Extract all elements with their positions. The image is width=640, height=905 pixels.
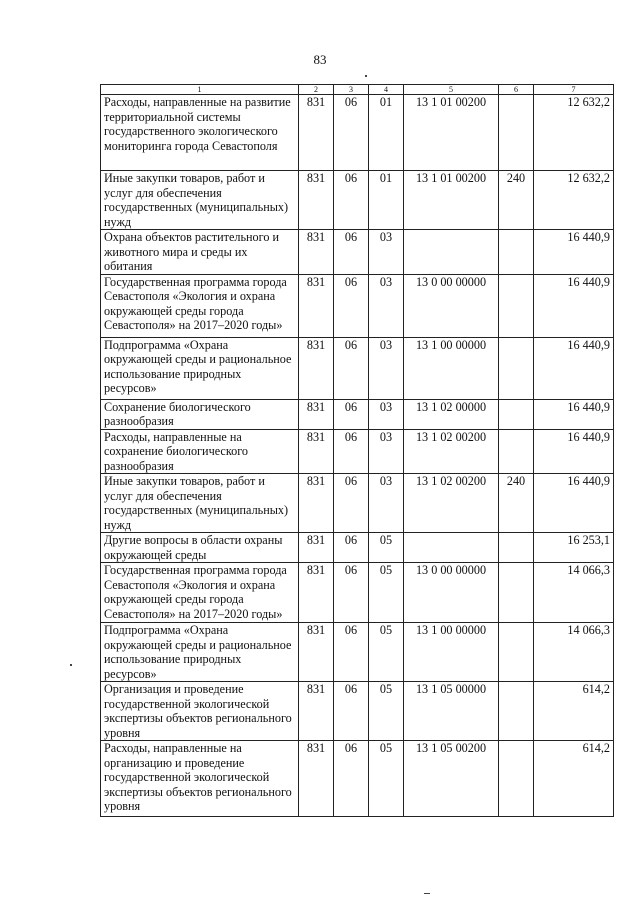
table-cell-vr (499, 533, 534, 563)
table-cell-sum: 14 066,3 (534, 563, 614, 623)
table-cell-vr: 240 (499, 171, 534, 230)
table-cell-grbs: 831 (299, 623, 334, 682)
table-cell-vr (499, 429, 534, 474)
table-cell-grbs: 831 (299, 274, 334, 337)
table-cell-section: 06 (334, 95, 369, 171)
table-cell-section: 06 (334, 682, 369, 741)
column-number: 2 (299, 85, 334, 95)
table-cell-subsection: 03 (369, 337, 404, 399)
table-row (101, 741, 614, 817)
table-cell-section: 06 (334, 474, 369, 533)
table-row (101, 274, 614, 337)
table-cell-section: 06 (334, 533, 369, 563)
table-cell-section: 06 (334, 230, 369, 275)
table-cell-grbs: 831 (299, 682, 334, 741)
table-row (101, 533, 614, 563)
table-cell-subsection: 05 (369, 533, 404, 563)
table-row-name: Расходы, направленные на сохранение биологического разнообразия (101, 429, 299, 474)
column-number-row (101, 85, 614, 95)
table-cell-subsection: 05 (369, 741, 404, 817)
table-row (101, 623, 614, 682)
table-cell-target: 13 1 00 00000 (404, 337, 499, 399)
table-row-name: Иные закупки товаров, работ и услуг для обеспечения государственных (муниципальных) нужд (101, 474, 299, 533)
table-cell-vr (499, 563, 534, 623)
column-number: 7 (534, 85, 614, 95)
table-cell-grbs: 831 (299, 399, 334, 429)
table-cell-target: 13 1 02 00000 (404, 399, 499, 429)
table-cell-section: 06 (334, 741, 369, 817)
table-cell-sum: 16 440,9 (534, 399, 614, 429)
table-cell-subsection: 03 (369, 474, 404, 533)
table-row-name: Подпрограмма «Охрана окружающей среды и рациональное использование природных ресурсов» (101, 337, 299, 399)
table-row (101, 399, 614, 429)
table-row (101, 230, 614, 275)
table-cell-section: 06 (334, 429, 369, 474)
column-number: 4 (369, 85, 404, 95)
table-cell-grbs: 831 (299, 230, 334, 275)
table-cell-grbs: 831 (299, 741, 334, 817)
table-cell-target: 13 1 02 00200 (404, 474, 499, 533)
table-cell-grbs: 831 (299, 474, 334, 533)
table-cell-section: 06 (334, 623, 369, 682)
table-cell-sum: 16 440,9 (534, 429, 614, 474)
table-cell-subsection: 03 (369, 230, 404, 275)
table-cell-target: 13 0 00 00000 (404, 563, 499, 623)
table-cell-subsection: 05 (369, 682, 404, 741)
table-cell-target: 13 0 00 00000 (404, 274, 499, 337)
table-cell-vr (499, 623, 534, 682)
table-cell-target (404, 533, 499, 563)
table-row (101, 563, 614, 623)
table-row (101, 682, 614, 741)
table-cell-sum: 16 440,9 (534, 274, 614, 337)
table-cell-section: 06 (334, 563, 369, 623)
table-row-name: Иные закупки товаров, работ и услуг для обеспечения государственных (муниципальных) нужд (101, 171, 299, 230)
table-cell-target: 13 1 01 00200 (404, 95, 499, 171)
table-cell-subsection: 03 (369, 399, 404, 429)
table-cell-vr (499, 399, 534, 429)
table-cell-section: 06 (334, 399, 369, 429)
table-cell-target (404, 230, 499, 275)
table-cell-subsection: 03 (369, 429, 404, 474)
column-number: 6 (499, 85, 534, 95)
table-row (101, 429, 614, 474)
table-cell-grbs: 831 (299, 95, 334, 171)
table-cell-target: 13 1 05 00200 (404, 741, 499, 817)
table-cell-sum: 614,2 (534, 682, 614, 741)
table-row-name: Государственная программа города Севастополя «Экология и охрана окружающей среды города Севастополя» на 2017–2020 годы» (101, 563, 299, 623)
table-cell-target: 13 1 01 00200 (404, 171, 499, 230)
page-number: 83 (313, 52, 327, 67)
table-cell-subsection: 03 (369, 274, 404, 337)
table-row-name: Расходы, направленные на организацию и проведение государственной экологической экспертизы объектов регионального уровня (101, 741, 299, 817)
table-cell-sum: 14 066,3 (534, 623, 614, 682)
scan-mark (70, 664, 72, 666)
table-cell-vr: 240 (499, 474, 534, 533)
table-cell-section: 06 (334, 171, 369, 230)
table-cell-target: 13 1 05 00000 (404, 682, 499, 741)
table-cell-section: 06 (334, 337, 369, 399)
table-cell-target: 13 1 00 00000 (404, 623, 499, 682)
table-row (101, 95, 614, 171)
table-cell-sum: 12 632,2 (534, 171, 614, 230)
table-cell-subsection: 01 (369, 95, 404, 171)
table-cell-sum: 16 440,9 (534, 230, 614, 275)
scan-mark (424, 893, 430, 894)
table-cell-vr (499, 95, 534, 171)
table-cell-grbs: 831 (299, 337, 334, 399)
column-number: 3 (334, 85, 369, 95)
table-cell-subsection: 05 (369, 563, 404, 623)
table-cell-sum: 16 440,9 (534, 474, 614, 533)
budget-table (100, 84, 614, 817)
table-row-name: Сохранение биологического разнообразия (101, 399, 299, 429)
table-cell-sum: 16 440,9 (534, 337, 614, 399)
table-cell-sum: 16 253,1 (534, 533, 614, 563)
table-cell-grbs: 831 (299, 533, 334, 563)
table-row-name: Государственная программа города Севастополя «Экология и охрана окружающей среды города Севастополя» на 2017–2020 годы» (101, 274, 299, 337)
table-cell-subsection: 05 (369, 623, 404, 682)
table-row (101, 474, 614, 533)
table-row-name: Расходы, направленные на развитие территориальной системы государственного экологического мониторинга города Севастополя (101, 95, 299, 171)
scan-mark (365, 75, 367, 77)
table-row-name: Подпрограмма «Охрана окружающей среды и рациональное использование природных ресурсов» (101, 623, 299, 682)
table-row (101, 337, 614, 399)
table-cell-section: 06 (334, 274, 369, 337)
table-cell-grbs: 831 (299, 563, 334, 623)
table-row (101, 171, 614, 230)
table-cell-sum: 614,2 (534, 741, 614, 817)
table-cell-vr (499, 741, 534, 817)
table-row-name: Другие вопросы в области охраны окружающей среды (101, 533, 299, 563)
table-cell-grbs: 831 (299, 429, 334, 474)
table-cell-grbs: 831 (299, 171, 334, 230)
table-row-name: Охрана объектов растительного и животного мира и среды их обитания (101, 230, 299, 275)
table-cell-vr (499, 682, 534, 741)
table-cell-vr (499, 337, 534, 399)
column-number: 1 (101, 85, 299, 95)
table-cell-target: 13 1 02 00200 (404, 429, 499, 474)
table-row-name: Организация и проведение государственной экологической экспертизы объектов регионального уровня (101, 682, 299, 741)
table-cell-subsection: 01 (369, 171, 404, 230)
table-cell-vr (499, 274, 534, 337)
column-number: 5 (404, 85, 499, 95)
table-cell-vr (499, 230, 534, 275)
table-cell-sum: 12 632,2 (534, 95, 614, 171)
